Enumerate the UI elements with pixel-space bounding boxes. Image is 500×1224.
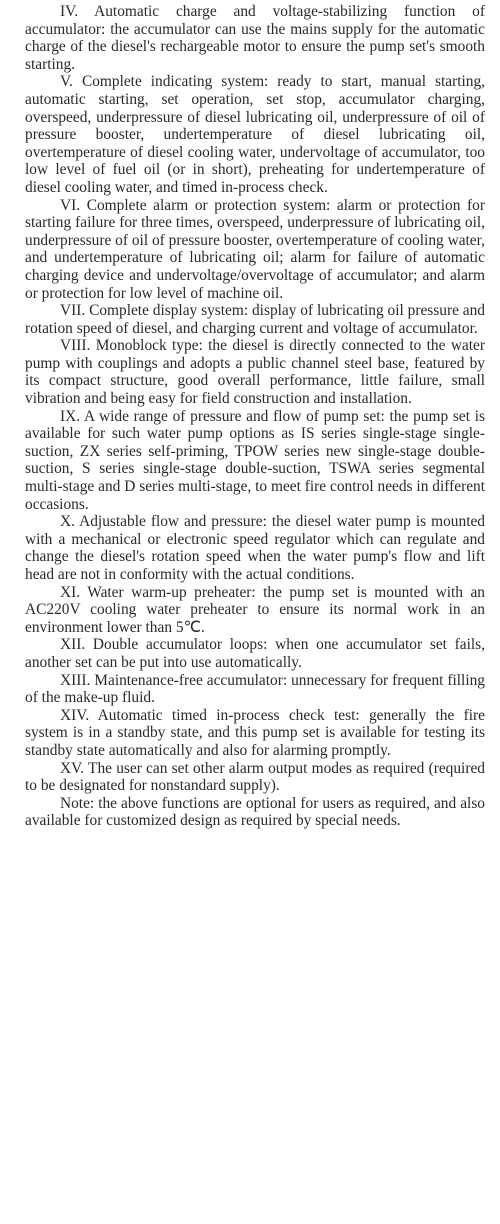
paragraph-xiii-maintenance-free: XIII. Maintenance-free accumulator: unnecessary for frequent filling of the make-up fluid. (25, 671, 485, 707)
paragraph-vii-display-system: VII. Complete display system: display of lubricating oil pressure and rotation speed of diesel, and charging current and voltage of accumulator. (25, 302, 485, 337)
document-body (25, 3, 485, 830)
paragraph-ix-pressure-flow-range: IX. A wide range of pressure and flow of pump set: the pump set is available for such water pump options as IS series single-stage single-suction, ZX series self-priming, TPOW series new single-stage double-suction, S series single-stage double-suction, TSWA series segmental multi-stage and D series multi-stage, to meet fire control needs in different occasions. (25, 407, 485, 513)
paragraph-xi-preheater: XI. Water warm-up preheater: the pump set is mounted with an AC220V cooling water preheater to ensure its normal work in an environment lower than 5℃. (25, 583, 485, 636)
paragraph-x-adjustable-flow: X. Adjustable flow and pressure: the diesel water pump is mounted with a mechanical or electronic speed regulator which can regulate and change the diesel's rotation speed when the water pump's flow and lift head are not in conformity with the actual conditions. (25, 513, 485, 583)
paragraph-vi-alarm-protection: VI. Complete alarm or protection system: alarm or protection for starting failure for three times, overspeed, underpressure of lubricating oil, underpressure of oil of pressure booster, overtemperature of cooling water, and undertemperature of lubricating oil; alarm for failure of automatic charging device and undervoltage/overvoltage of accumulator; and alarm or protection for low level of machine oil. (25, 196, 485, 302)
paragraph-viii-monoblock-type: VIII. Monoblock type: the diesel is directly connected to the water pump with couplings and adopts a public channel steel base, featured by its compact structure, good overall performance, little failure, small vibration and being easy for field construction and installation. (25, 337, 485, 408)
paragraph-note: Note: the above functions are optional for users as required, and also available for customized design as required by special needs. (25, 794, 485, 830)
paragraph-xiv-check-test: XIV. Automatic timed in-process check test: generally the fire system is in a standby state, and this pump set is available for testing its standby state automatically and also for alarming promptly. (25, 706, 485, 759)
paragraph-xii-accumulator-loops: XII. Double accumulator loops: when one accumulator set fails, another set can be put into use automatically. (25, 636, 485, 671)
paragraph-xv-alarm-output: XV. The user can set other alarm output modes as required (required to be designated for nonstandard supply). (25, 759, 485, 795)
paragraph-v-indicating-system: V. Complete indicating system: ready to start, manual starting, automatic starting, set operation, set stop, accumulator charging, overspeed, underpressure of diesel lubricating oil, underpressure of oil of pressure booster, undertemperature of diesel lubricating oil, overtemperature of diesel cooling water, undervoltage of accumulator, too low level of fuel oil (or in short), preheating for undertemperature of diesel cooling water, and timed in-process check. (25, 73, 485, 196)
paragraph-iv-automatic-charge: IV. Automatic charge and voltage-stabilizing function of accumulator: the accumulator can use the mains supply for the automatic charge of the diesel's rechargeable motor to ensure the pump set's smooth starting. (25, 3, 485, 73)
